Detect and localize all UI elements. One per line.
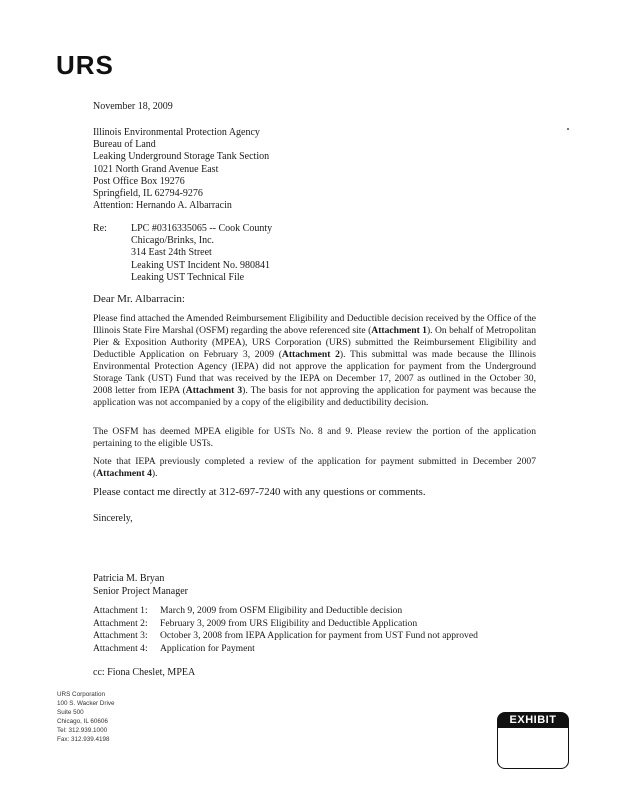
- salutation: Dear Mr. Albarracin:: [93, 293, 185, 305]
- footer-line: Suite 500: [57, 709, 84, 716]
- recipient-line: 1021 North Grand Avenue East: [93, 163, 219, 175]
- attachment-item: Attachment 1: March 9, 2009 from OSFM Eligibility and Deductible decision: [93, 605, 403, 616]
- exhibit-sticker: [497, 712, 569, 769]
- recipient-line: Post Office Box 19276: [93, 175, 185, 187]
- recipient-line: Illinois Environmental Protection Agency: [93, 127, 260, 138]
- letter-date: November 18, 2009: [93, 101, 173, 112]
- recipient-address: [93, 127, 269, 212]
- recipient-attention: Attention: Hernando A. Albarracin: [93, 200, 232, 212]
- margin-mark: [567, 128, 569, 130]
- re-label: Re:: [93, 223, 107, 234]
- signature-block: [93, 573, 188, 598]
- signer-title: Senior Project Manager: [93, 585, 188, 597]
- footer-line: Chicago, IL 60606: [57, 718, 108, 725]
- body-paragraph-4: Please contact me directly at 312-697-7240 with any questions or comments.: [93, 486, 426, 498]
- footer-line: Fax: 312.939.4198: [57, 736, 110, 743]
- urs-logo: URS: [56, 50, 114, 80]
- re-line: Chicago/Brinks, Inc.: [131, 235, 215, 247]
- re-line: Leaking UST Incident No. 980841: [131, 259, 270, 271]
- signer-name: Patricia M. Bryan: [93, 573, 165, 584]
- re-line: Leaking UST Technical File: [131, 271, 245, 283]
- attachment-item: Attachment 2: February 3, 2009 from URS Eligibility and Deductible Application: [93, 617, 418, 629]
- attachment-ref: Attachment 3: [185, 385, 243, 396]
- footer-line: URS Corporation: [57, 691, 105, 698]
- recipient-line: Leaking Underground Storage Tank Section: [93, 151, 270, 163]
- footer-line: 100 S. Wacker Drive: [57, 700, 115, 707]
- company-footer: [57, 690, 115, 744]
- exhibit-blank-area: [497, 728, 569, 769]
- body-paragraph-1: Please find attached the Amended Reimbursement Eligibility and Deductible decision received by the Office of the Illinois State Fire Marshal (OSFM) regarding the above referenced site (Attachment 1). On behalf of Metropolitan Pier & Exposition Authority (MPEA), URS Corporation (URS) submitted the Reimbursement Eligibility and Deductible Application on February 3, 2009 (Attachment 2). This submittal was made because the Illinois Environmental Protection Agency (IEPA) did not approve the application for payment from the Underground Storage Tank (UST) Fund that was received by the IEPA on December 17, 2007 as outlined in the October 30, 2008 letter from IEPA (Attachment 3). The basis for not approving the application for payment was because the application was not accompanied by a copy of the eligibility and deductibility decision.: [93, 313, 537, 408]
- footer-line: Tel: 312.939.1000: [57, 727, 108, 734]
- body-paragraph-3: Note that IEPA previously completed a review of the application for payment submitted in December 2007 (Attachment 4).: [93, 456, 536, 479]
- attachment-ref: Attachment 1: [371, 325, 427, 336]
- attachment-list: [93, 605, 478, 655]
- cc-line: cc: Fiona Cheslet, MPEA: [93, 667, 196, 678]
- re-line: LPC #0316335065 -- Cook County: [131, 223, 273, 234]
- recipient-line: Bureau of Land: [93, 139, 156, 151]
- recipient-line: Springfield, IL 62794-9276: [93, 188, 203, 200]
- body-paragraph-2: The OSFM has deemed MPEA eligible for USTs No. 8 and 9. Please review the portion of the application pertaining to the eligible USTs.: [93, 426, 536, 449]
- re-line: 314 East 24th Street: [131, 247, 212, 259]
- attachment-ref: Attachment 2: [281, 349, 340, 360]
- attachment-item: Attachment 3: October 3, 2008 from IEPA Application for payment from UST Fund not approved: [93, 630, 478, 641]
- exhibit-label: EXHIBIT: [497, 712, 569, 728]
- attachment-item: Attachment 4: Application for Payment: [93, 642, 255, 654]
- closing: Sincerely,: [93, 513, 133, 524]
- attachment-ref: Attachment 4: [96, 468, 152, 479]
- re-block: [131, 223, 272, 284]
